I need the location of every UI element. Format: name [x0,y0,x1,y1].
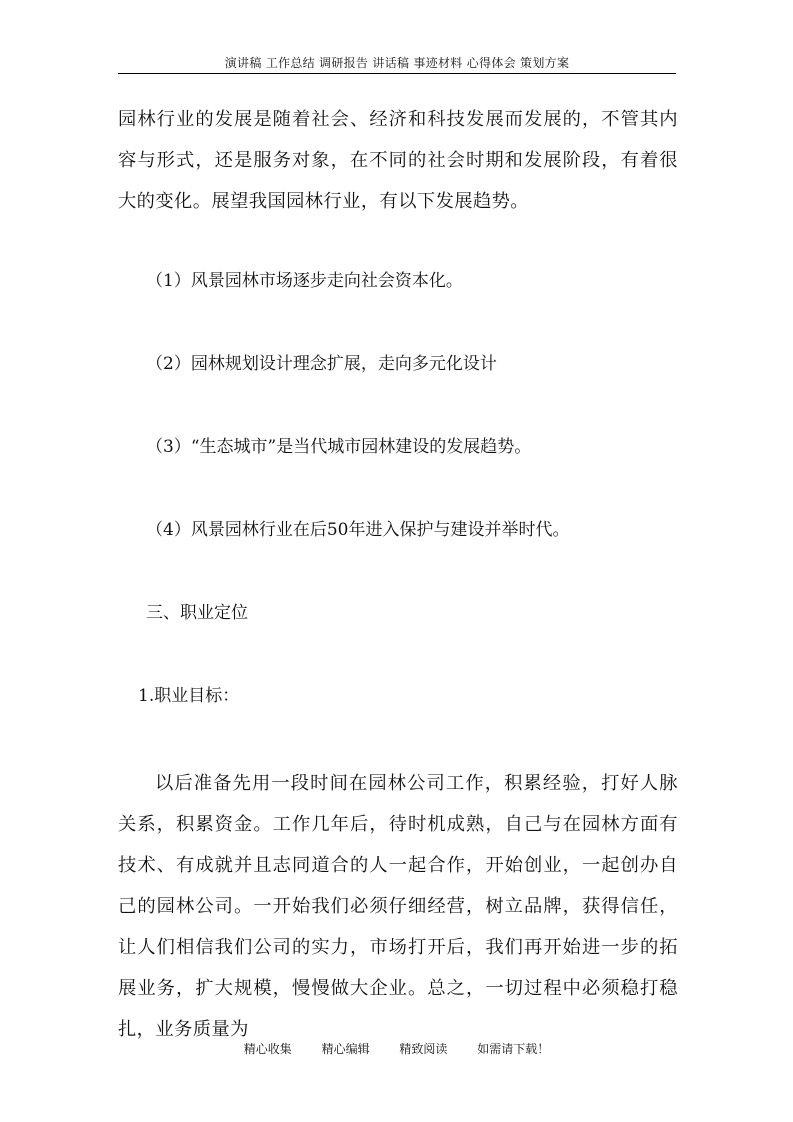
goal-paragraph: 以后准备先用一段时间在园林公司工作，积累经验，打好人脉关系，积累资金。工作几年后，待时机成熟，自己与在园林方面有技术、有成就并且志同道合的人一起合作，开始创业，一起创办自己的园林公司。一开始我们必须仔细经营，树立品牌，获得信任，让人们相信我们公司的实力，市场打开后，我们再开始进一步的拓展业务，扩大规模，慢慢做大企业。总之，一切过程中必须稳打稳扎，业务质量为 [118,773,678,1040]
page-footer [0,1040,793,1057]
subheading: 1.职业目标： [138,686,240,706]
footer-item: 精心编辑 [321,1042,370,1056]
footer-item: 精心收集 [243,1042,292,1056]
trend-item-2: （2）园林规划设计理念扩展，走向多元化设计 [146,354,497,374]
footer-item: 如需请下载！ [477,1042,550,1056]
section-heading: 三、职业定位 [146,603,248,623]
footer-item: 精致阅读 [399,1042,448,1056]
trend-item-1: （1）风景园林市场逐步走向社会资本化。 [146,271,463,291]
intro-paragraph: 园林行业的发展是随着社会、经济和科技发展而发展的，不管其内容与形式，还是服务对象，在不同的社会时期和发展阶段，有着很大的变化。展望我国园林行业，有以下发展趋势。 [118,109,678,212]
trend-item-3: （3）“生态城市”是当代城市园林建设的发展趋势。 [146,437,532,457]
trend-item-4: （4）风景园林行业在后50年进入保护与建设并举时代。 [146,520,570,540]
page-header: 演讲稿 工作总结 调研报告 讲话稿 事迹材料 心得体会 策划方案 [224,56,570,70]
document-body [118,99,678,1050]
header-divider [118,73,676,74]
